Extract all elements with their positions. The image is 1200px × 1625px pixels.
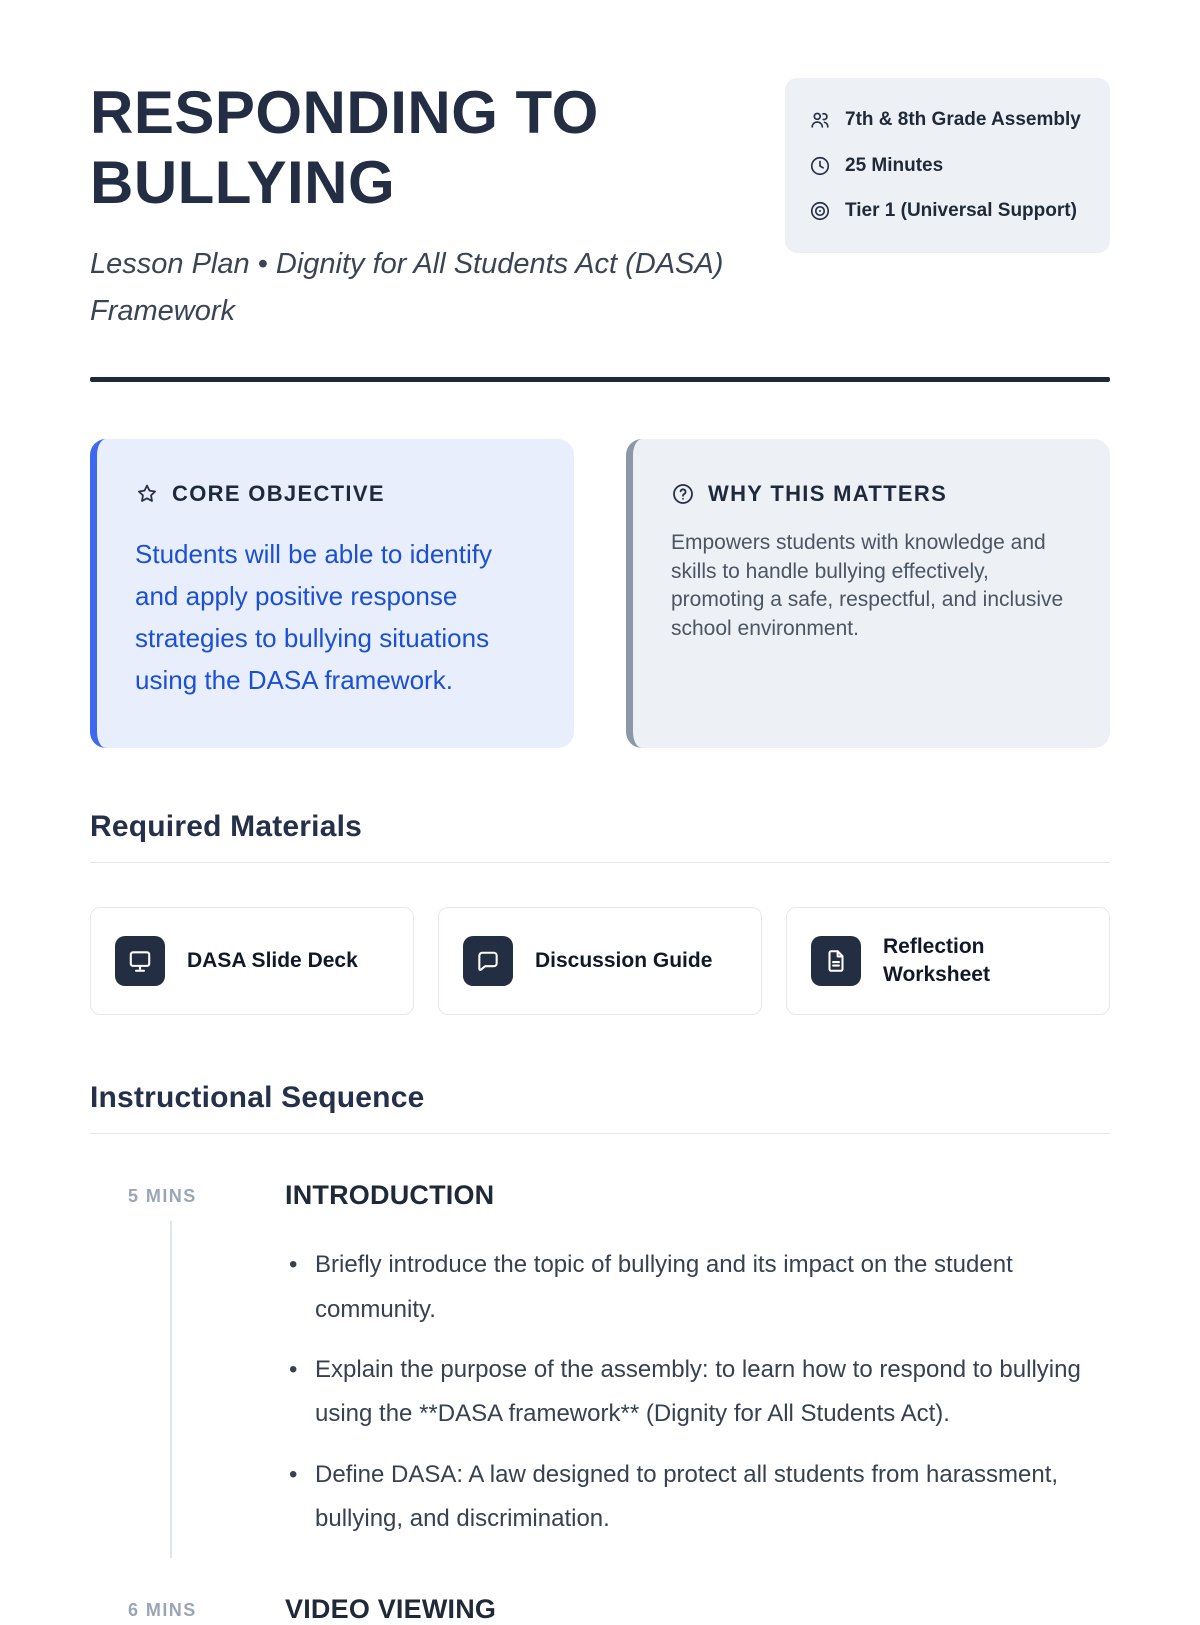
step-title: VIDEO VIEWING: [285, 1593, 497, 1624]
page-subtitle: Lesson Plan • Dignity for All Students Act (DASA) Framework: [90, 248, 724, 328]
step-video-viewing: [90, 1594, 1110, 1625]
meta-audience-label: 7th & 8th Grade Assembly: [845, 109, 1081, 130]
meta-row-tier: [809, 197, 1086, 225]
materials-grid: [90, 907, 1110, 1016]
material-label: DASA Slide Deck: [187, 948, 358, 972]
header: [90, 78, 1110, 335]
page-title: RESPONDING TO BULLYING: [90, 79, 599, 216]
step-bullet: • Briefly introduce the topic of bullying and its impact on the student community.: [285, 1243, 1110, 1332]
material-card-discussion-guide[interactable]: [438, 907, 762, 1016]
step-bullet: • Explain the purpose of the assembly: to learn how to respond to bullying using the **DASA framework** (Dignity for All Students Act).: [285, 1348, 1110, 1437]
callout-cards: [90, 439, 1110, 747]
people-icon: [809, 109, 831, 131]
lesson-plan-page: [90, 0, 1110, 1625]
material-label: Discussion Guide: [535, 948, 713, 972]
step-introduction: [90, 1180, 1110, 1557]
meta-box: [785, 78, 1110, 253]
target-icon: [809, 200, 831, 222]
why-this-matters-body: Empowers students with knowledge and skills to handle bullying effectively, promoting a safe, respectful, and inclusive school environment.: [671, 531, 1064, 640]
step-bullet-list: [285, 1243, 1110, 1541]
header-divider: [90, 377, 1110, 382]
step-timeline-column: [90, 1594, 285, 1625]
timeline-line: [170, 1221, 172, 1557]
why-this-matters-card: [626, 439, 1110, 747]
meta-duration-label: 25 Minutes: [845, 154, 944, 176]
sequence-section: [90, 1081, 1110, 1624]
why-this-matters-title: WHY THIS MATTERS: [708, 481, 948, 507]
core-objective-body: Students will be able to identify and apply positive response strategies to bullying situations using the DASA framework.: [135, 539, 492, 696]
header-title-block: [90, 78, 755, 335]
core-objective-title: CORE OBJECTIVE: [172, 481, 385, 507]
document-icon: [811, 936, 861, 986]
speech-bubble-icon: [463, 936, 513, 986]
question-circle-icon: [671, 482, 695, 506]
step-timeline-column: [90, 1180, 285, 1557]
step-duration: 6 MINS: [128, 1599, 197, 1620]
presentation-screen-icon: [115, 936, 165, 986]
material-card-reflection-worksheet[interactable]: [786, 907, 1110, 1016]
step-bullet: • Define DASA: A law designed to protect all students from harassment, bullying, and discrimination.: [285, 1453, 1110, 1542]
material-label: Reflection Worksheet: [883, 934, 990, 986]
why-this-matters-header: [671, 481, 1068, 507]
materials-heading: Required Materials: [90, 810, 1110, 863]
sequence-steps: [90, 1180, 1110, 1624]
material-card-slide-deck[interactable]: [90, 907, 414, 1016]
star-icon: [135, 482, 159, 506]
materials-section: [90, 810, 1110, 1016]
clock-icon: [809, 155, 831, 177]
meta-row-audience: [809, 106, 1086, 134]
sequence-heading: Instructional Sequence: [90, 1081, 1110, 1134]
meta-row-duration: [809, 152, 1086, 180]
meta-tier-label: Tier 1 (Universal Support): [845, 200, 1077, 222]
step-title: INTRODUCTION: [285, 1180, 495, 1211]
step-duration: 5 MINS: [128, 1186, 197, 1207]
core-objective-header: [135, 481, 532, 507]
step-content: [285, 1180, 1110, 1557]
core-objective-card: [90, 439, 574, 747]
step-content: [285, 1594, 1110, 1625]
